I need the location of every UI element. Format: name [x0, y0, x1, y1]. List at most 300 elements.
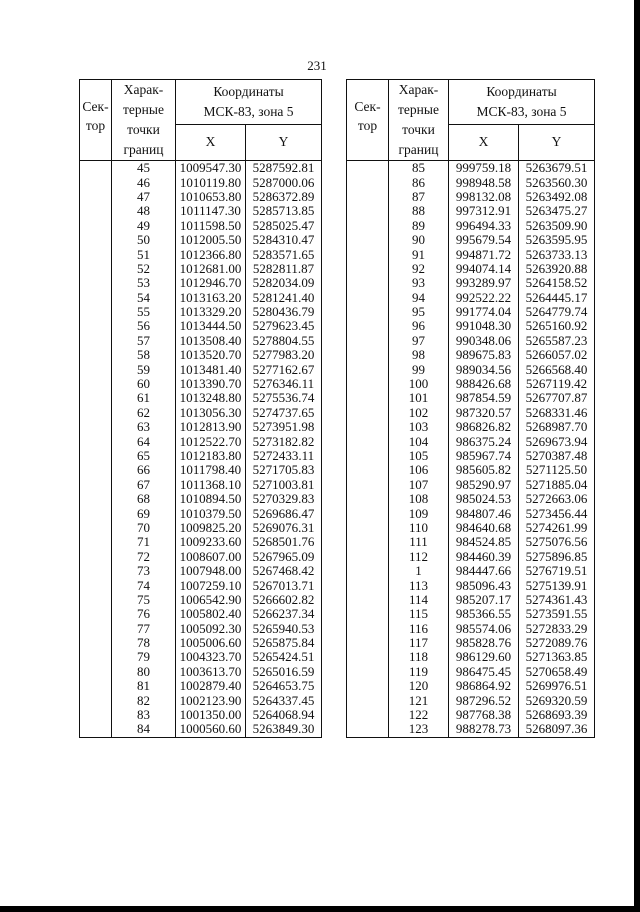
- y-coordinate-cell: 5269686.47: [246, 506, 322, 520]
- sector-cell: [347, 406, 389, 420]
- table-row: [347, 463, 595, 477]
- point-number-cell: 65: [112, 449, 176, 463]
- sector-cell: [347, 233, 389, 247]
- table-row: [80, 478, 322, 492]
- sector-cell: [80, 334, 112, 348]
- table-row: [80, 262, 322, 276]
- sector-cell: [80, 319, 112, 333]
- x-coordinate-cell: 1013056.30: [176, 406, 246, 420]
- y-coordinate-cell: 5268693.39: [519, 708, 595, 722]
- y-coordinate-cell: 5282034.09: [246, 276, 322, 290]
- table-row: [347, 564, 595, 578]
- x-coordinate-cell: 1013508.40: [176, 334, 246, 348]
- point-number-cell: 76: [112, 607, 176, 621]
- table-row: [347, 722, 595, 737]
- sector-cell: [80, 550, 112, 564]
- sector-cell: [347, 362, 389, 376]
- y-coordinate-cell: 5265587.23: [519, 334, 595, 348]
- sector-cell: [347, 650, 389, 664]
- sector-cell: [80, 679, 112, 693]
- x-coordinate-cell: 995679.54: [449, 233, 519, 247]
- sector-cell: [80, 449, 112, 463]
- x-coordinate-cell: 987854.59: [449, 391, 519, 405]
- sector-cell: [347, 478, 389, 492]
- y-coordinate-cell: 5277162.67: [246, 362, 322, 376]
- y-coordinate-cell: 5286372.89: [246, 190, 322, 204]
- sector-cell: [80, 219, 112, 233]
- table-row: [347, 478, 595, 492]
- point-number-cell: 94: [389, 291, 449, 305]
- x-coordinate-cell: 984640.68: [449, 521, 519, 535]
- coordinates-header-line: МСК-83, зона 5: [476, 103, 567, 119]
- point-number-cell: 100: [389, 377, 449, 391]
- x-coordinate-cell: 1005802.40: [176, 607, 246, 621]
- table-row: [347, 247, 595, 261]
- x-coordinate-cell: 994074.14: [449, 262, 519, 276]
- table-row: [80, 377, 322, 391]
- coordinates-table-right: [346, 79, 595, 738]
- table-row: [347, 204, 595, 218]
- y-coordinate-cell: 5272433.11: [246, 449, 322, 463]
- point-number-cell: 121: [389, 693, 449, 707]
- y-coordinate-cell: 5267468.42: [246, 564, 322, 578]
- sector-cell: [347, 564, 389, 578]
- point-number-cell: 45: [112, 161, 176, 176]
- y-coordinate-cell: 5272089.76: [519, 636, 595, 650]
- coordinates-header: [176, 80, 322, 125]
- table-row: [80, 362, 322, 376]
- sector-cell: [347, 291, 389, 305]
- y-coordinate-cell: 5274737.65: [246, 406, 322, 420]
- sector-cell: [80, 406, 112, 420]
- table-row: [80, 420, 322, 434]
- y-coordinate-cell: 5270658.49: [519, 665, 595, 679]
- sector-cell: [80, 463, 112, 477]
- sector-cell: [80, 262, 112, 276]
- y-coordinate-cell: 5275536.74: [246, 391, 322, 405]
- x-coordinate-cell: 1012183.80: [176, 449, 246, 463]
- point-number-cell: 58: [112, 348, 176, 362]
- x-coordinate-cell: 1013163.20: [176, 291, 246, 305]
- table-row: [80, 319, 322, 333]
- point-number-cell: 49: [112, 219, 176, 233]
- y-coordinate-cell: 5271125.50: [519, 463, 595, 477]
- table-row: [347, 161, 595, 176]
- table-row: [80, 593, 322, 607]
- point-number-cell: 115: [389, 607, 449, 621]
- y-coordinate-cell: 5267119.42: [519, 377, 595, 391]
- y-coordinate-cell: 5276346.11: [246, 377, 322, 391]
- x-coordinate-cell: 991774.04: [449, 305, 519, 319]
- sector-cell: [347, 334, 389, 348]
- x-coordinate-cell: 987768.38: [449, 708, 519, 722]
- point-number-cell: 77: [112, 622, 176, 636]
- scan-edge-right: [634, 0, 640, 906]
- point-number-cell: 83: [112, 708, 176, 722]
- y-coordinate-cell: 5270387.48: [519, 449, 595, 463]
- table-row: [80, 535, 322, 549]
- x-coordinate-cell: 996494.33: [449, 219, 519, 233]
- sector-cell: [347, 262, 389, 276]
- y-coordinate-cell: 5263475.27: [519, 204, 595, 218]
- table-row: [347, 420, 595, 434]
- x-coordinate-cell: 1009233.60: [176, 535, 246, 549]
- y-coordinate-cell: 5279623.45: [246, 319, 322, 333]
- point-number-cell: 119: [389, 665, 449, 679]
- point-number-cell: 57: [112, 334, 176, 348]
- sector-cell: [80, 535, 112, 549]
- y-coordinate-cell: 5285025.47: [246, 219, 322, 233]
- y-coordinate-cell: 5273182.82: [246, 434, 322, 448]
- y-coordinate-cell: 5264337.45: [246, 693, 322, 707]
- sector-cell: [347, 219, 389, 233]
- table-row: [80, 521, 322, 535]
- point-number-cell: 98: [389, 348, 449, 362]
- table-row: [80, 434, 322, 448]
- y-coordinate-cell: 5278804.55: [246, 334, 322, 348]
- table-row: [80, 679, 322, 693]
- sector-cell: [347, 535, 389, 549]
- y-coordinate-cell: 5265424.51: [246, 650, 322, 664]
- x-coordinate-cell: 986475.45: [449, 665, 519, 679]
- sector-cell: [347, 722, 389, 737]
- y-coordinate-cell: 5277983.20: [246, 348, 322, 362]
- point-number-cell: 109: [389, 506, 449, 520]
- y-coordinate-cell: 5269076.31: [246, 521, 322, 535]
- y-coordinate-cell: 5272833.29: [519, 622, 595, 636]
- x-coordinate-cell: 1010653.80: [176, 190, 246, 204]
- table-row: [347, 175, 595, 189]
- table-row: [80, 391, 322, 405]
- y-coordinate-cell: 5266568.40: [519, 362, 595, 376]
- x-coordinate-cell: 989034.56: [449, 362, 519, 376]
- x-coordinate-cell: 986375.24: [449, 434, 519, 448]
- table-row: [347, 449, 595, 463]
- table-body-right: [347, 161, 595, 738]
- point-number-cell: 104: [389, 434, 449, 448]
- table-row: [80, 665, 322, 679]
- sector-cell: [347, 204, 389, 218]
- coordinates-table-left: [79, 79, 322, 738]
- table-row: [80, 305, 322, 319]
- y-coordinate-cell: 5264068.94: [246, 708, 322, 722]
- point-number-cell: 97: [389, 334, 449, 348]
- x-coordinate-cell: 989675.83: [449, 348, 519, 362]
- sector-cell: [80, 665, 112, 679]
- x-coordinate-cell: 1012522.70: [176, 434, 246, 448]
- table-row: [347, 262, 595, 276]
- y-coordinate-cell: 5264653.75: [246, 679, 322, 693]
- sector-cell: [80, 161, 112, 176]
- y-coordinate-cell: 5267013.71: [246, 578, 322, 592]
- sector-cell: [347, 391, 389, 405]
- x-coordinate-cell: 1011598.50: [176, 219, 246, 233]
- y-coordinate-cell: 5263560.30: [519, 175, 595, 189]
- table-row: [80, 636, 322, 650]
- sector-cell: [80, 693, 112, 707]
- points-header-line: границ: [123, 142, 164, 157]
- sector-cell: [347, 693, 389, 707]
- x-coordinate-cell: 1012946.70: [176, 276, 246, 290]
- sector-cell: [80, 578, 112, 592]
- x-coordinate-cell: 988426.68: [449, 377, 519, 391]
- table-row: [347, 190, 595, 204]
- point-number-cell: 47: [112, 190, 176, 204]
- x-header: X: [176, 124, 246, 160]
- x-coordinate-cell: 988278.73: [449, 722, 519, 737]
- table-row: [347, 276, 595, 290]
- sector-cell: [80, 190, 112, 204]
- sector-cell: [347, 593, 389, 607]
- sector-cell: [80, 593, 112, 607]
- sector-header: [347, 80, 389, 161]
- sector-cell: [80, 607, 112, 621]
- point-number-cell: 90: [389, 233, 449, 247]
- page-number: 231: [307, 58, 327, 73]
- table-row: [347, 693, 595, 707]
- sector-cell: [80, 305, 112, 319]
- point-number-cell: 71: [112, 535, 176, 549]
- point-number-cell: 85: [389, 161, 449, 176]
- sector-cell: [80, 492, 112, 506]
- x-coordinate-cell: 1008607.00: [176, 550, 246, 564]
- x-coordinate-cell: 1004323.70: [176, 650, 246, 664]
- sector-cell: [347, 319, 389, 333]
- y-coordinate-cell: 5264445.17: [519, 291, 595, 305]
- table-row: [80, 506, 322, 520]
- point-number-cell: 99: [389, 362, 449, 376]
- y-coordinate-cell: 5263595.95: [519, 233, 595, 247]
- sector-cell: [80, 521, 112, 535]
- point-number-cell: 56: [112, 319, 176, 333]
- y-coordinate-cell: 5285713.85: [246, 204, 322, 218]
- sector-cell: [347, 161, 389, 176]
- sector-header-line: Сек-: [82, 99, 109, 114]
- sector-cell: [80, 276, 112, 290]
- sector-cell: [80, 420, 112, 434]
- table-row: [80, 276, 322, 290]
- point-number-cell: 116: [389, 622, 449, 636]
- sector-cell: [347, 665, 389, 679]
- point-number-cell: 53: [112, 276, 176, 290]
- table-row: [80, 175, 322, 189]
- x-coordinate-cell: 993289.97: [449, 276, 519, 290]
- table-row: [347, 578, 595, 592]
- point-number-cell: 122: [389, 708, 449, 722]
- x-coordinate-cell: 992522.22: [449, 291, 519, 305]
- x-coordinate-cell: 985024.53: [449, 492, 519, 506]
- points-header-line: терные: [398, 102, 439, 117]
- x-coordinate-cell: 1003613.70: [176, 665, 246, 679]
- sector-cell: [347, 492, 389, 506]
- table-row: [80, 578, 322, 592]
- table-row: [347, 636, 595, 650]
- x-coordinate-cell: 1007948.00: [176, 564, 246, 578]
- point-number-cell: 92: [389, 262, 449, 276]
- x-coordinate-cell: 998132.08: [449, 190, 519, 204]
- point-number-cell: 72: [112, 550, 176, 564]
- table-row: [347, 521, 595, 535]
- x-coordinate-cell: 987320.57: [449, 406, 519, 420]
- x-coordinate-cell: 1011368.10: [176, 478, 246, 492]
- table-row: [347, 650, 595, 664]
- y-coordinate-cell: 5287592.81: [246, 161, 322, 176]
- sector-cell: [80, 708, 112, 722]
- sector-header: [80, 80, 112, 161]
- point-number-cell: 68: [112, 492, 176, 506]
- x-coordinate-cell: 1013520.70: [176, 348, 246, 362]
- points-header-line: Харак-: [398, 82, 439, 97]
- sector-cell: [347, 550, 389, 564]
- x-coordinate-cell: 985605.82: [449, 463, 519, 477]
- sector-cell: [347, 578, 389, 592]
- y-coordinate-cell: 5274361.43: [519, 593, 595, 607]
- x-coordinate-cell: 984807.46: [449, 506, 519, 520]
- point-number-cell: 106: [389, 463, 449, 477]
- point-number-cell: 64: [112, 434, 176, 448]
- table-row: [80, 650, 322, 664]
- point-number-cell: 82: [112, 693, 176, 707]
- point-number-cell: 62: [112, 406, 176, 420]
- x-coordinate-cell: 1010379.50: [176, 506, 246, 520]
- sector-cell: [347, 190, 389, 204]
- point-number-cell: 112: [389, 550, 449, 564]
- y-coordinate-cell: 5267707.87: [519, 391, 595, 405]
- point-number-cell: 110: [389, 521, 449, 535]
- point-number-cell: 46: [112, 175, 176, 189]
- table-row: [80, 708, 322, 722]
- points-header: [112, 80, 176, 161]
- point-number-cell: 88: [389, 204, 449, 218]
- point-number-cell: 84: [112, 722, 176, 737]
- y-coordinate-cell: 5269320.59: [519, 693, 595, 707]
- point-number-cell: 120: [389, 679, 449, 693]
- sector-cell: [80, 650, 112, 664]
- x-coordinate-cell: 1011147.30: [176, 204, 246, 218]
- points-header: [389, 80, 449, 161]
- sector-cell: [347, 521, 389, 535]
- x-coordinate-cell: 1005092.30: [176, 622, 246, 636]
- y-coordinate-cell: 5268987.70: [519, 420, 595, 434]
- table-row: [347, 406, 595, 420]
- point-number-cell: 51: [112, 247, 176, 261]
- point-number-cell: 52: [112, 262, 176, 276]
- sector-cell: [347, 348, 389, 362]
- y-coordinate-cell: 5271705.83: [246, 463, 322, 477]
- point-number-cell: 87: [389, 190, 449, 204]
- sector-cell: [347, 506, 389, 520]
- table-row: [347, 391, 595, 405]
- table-row: [347, 305, 595, 319]
- table-row: [347, 506, 595, 520]
- y-coordinate-cell: 5263733.13: [519, 247, 595, 261]
- x-coordinate-cell: 1009825.20: [176, 521, 246, 535]
- x-coordinate-cell: 985096.43: [449, 578, 519, 592]
- table-row: [80, 550, 322, 564]
- point-number-cell: 70: [112, 521, 176, 535]
- table-row: [347, 665, 595, 679]
- y-coordinate-cell: 5282811.87: [246, 262, 322, 276]
- sector-cell: [347, 636, 389, 650]
- points-header-line: точки: [402, 122, 435, 137]
- y-coordinate-cell: 5270329.83: [246, 492, 322, 506]
- table-row: [347, 708, 595, 722]
- y-coordinate-cell: 5263492.08: [519, 190, 595, 204]
- sector-cell: [347, 708, 389, 722]
- point-number-cell: 80: [112, 665, 176, 679]
- point-number-cell: 66: [112, 463, 176, 477]
- point-number-cell: 79: [112, 650, 176, 664]
- x-coordinate-cell: 985967.74: [449, 449, 519, 463]
- point-number-cell: 78: [112, 636, 176, 650]
- coordinates-header: [449, 80, 595, 125]
- point-number-cell: 55: [112, 305, 176, 319]
- sector-cell: [347, 276, 389, 290]
- point-number-cell: 86: [389, 175, 449, 189]
- x-coordinate-cell: 1002879.40: [176, 679, 246, 693]
- point-number-cell: 48: [112, 204, 176, 218]
- x-coordinate-cell: 985574.06: [449, 622, 519, 636]
- sector-cell: [80, 622, 112, 636]
- sector-cell: [347, 420, 389, 434]
- table-row: [80, 463, 322, 477]
- y-coordinate-cell: 5271885.04: [519, 478, 595, 492]
- table-row: [80, 406, 322, 420]
- sector-cell: [347, 305, 389, 319]
- x-coordinate-cell: 985366.55: [449, 607, 519, 621]
- sector-cell: [80, 636, 112, 650]
- y-coordinate-cell: 5264158.52: [519, 276, 595, 290]
- table-row: [347, 593, 595, 607]
- x-coordinate-cell: 984524.85: [449, 535, 519, 549]
- point-number-cell: 50: [112, 233, 176, 247]
- x-coordinate-cell: 1009547.30: [176, 161, 246, 176]
- y-coordinate-cell: 5273591.55: [519, 607, 595, 621]
- sector-cell: [80, 175, 112, 189]
- x-coordinate-cell: 1013248.80: [176, 391, 246, 405]
- point-number-cell: 117: [389, 636, 449, 650]
- point-number-cell: 96: [389, 319, 449, 333]
- y-coordinate-cell: 5276719.51: [519, 564, 595, 578]
- y-coordinate-cell: 5268331.46: [519, 406, 595, 420]
- sector-cell: [347, 434, 389, 448]
- sector-cell: [347, 463, 389, 477]
- coordinates-header-line: Координаты: [213, 83, 284, 99]
- y-coordinate-cell: 5264779.74: [519, 305, 595, 319]
- table-row: [80, 334, 322, 348]
- table-row: [347, 233, 595, 247]
- point-number-cell: 113: [389, 578, 449, 592]
- y-coordinate-cell: 5274261.99: [519, 521, 595, 535]
- y-coordinate-cell: 5275076.56: [519, 535, 595, 549]
- sector-header-line: тор: [85, 118, 106, 133]
- table-row: [347, 535, 595, 549]
- x-coordinate-cell: 999759.18: [449, 161, 519, 176]
- table-row: [347, 377, 595, 391]
- y-coordinate-cell: 5273951.98: [246, 420, 322, 434]
- sector-cell: [80, 247, 112, 261]
- scan-edge-bottom: [0, 906, 640, 912]
- table-row: [347, 550, 595, 564]
- y-coordinate-cell: 5265016.59: [246, 665, 322, 679]
- x-coordinate-cell: 1013329.20: [176, 305, 246, 319]
- sector-cell: [80, 348, 112, 362]
- y-coordinate-cell: 5269673.94: [519, 434, 595, 448]
- point-number-cell: 111: [389, 535, 449, 549]
- point-number-cell: 1: [389, 564, 449, 578]
- point-number-cell: 91: [389, 247, 449, 261]
- x-coordinate-cell: 984447.66: [449, 564, 519, 578]
